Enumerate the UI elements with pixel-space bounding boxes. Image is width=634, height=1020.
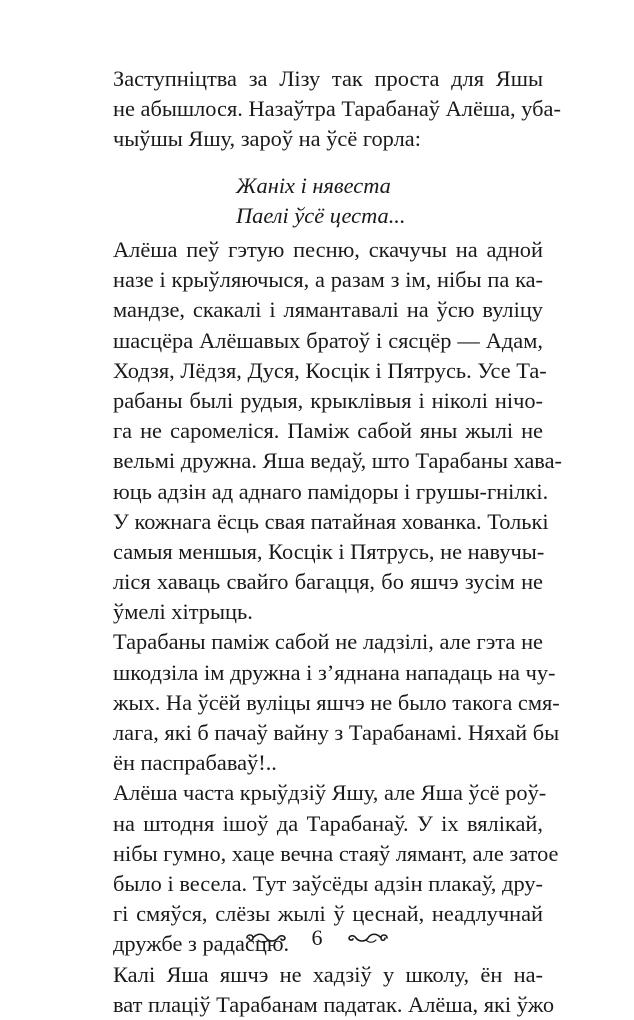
text-line: на штодня ішоў да Тарабанаў. У іх вялікай, [113, 810, 543, 836]
verse-line: Паелі ўсё цеста... [236, 203, 406, 228]
page-footer [0, 923, 634, 951]
text-line: ват плаціў Тарабанам падатак. Алёша, які ўжо [113, 991, 555, 1017]
text-line: Заступніцтва за Лізу так проста для Яшы [113, 66, 543, 91]
text-line: Калі Яша яшчэ не хадзіў у школу, ён на- [113, 961, 543, 987]
text-line: нібы гумно, хаце вечна стаяў лямант, але затое [113, 840, 559, 866]
text-line: У кожнага ёсць свая патайная хованка. Толькі [113, 508, 549, 534]
ornament-left-icon [244, 931, 288, 945]
text-line: ліся хаваць свайго багацця, бо яшчэ зусім не [113, 569, 543, 595]
ornament-right-icon [346, 931, 390, 945]
text-line: шкодзіла ім дружна і з’яднана нападаць на чу- [113, 659, 556, 685]
text-line: назе і крыўляючыся, а разам з ім, нібы па ка- [113, 267, 543, 293]
text-line: не абышлося. Назаўтра Тарабанаў Алёша, уба- [113, 96, 561, 122]
text-line: ён паспрабаваў!.. [113, 750, 277, 776]
text-line: вельмі дружна. Яша ведаў, што Тарабаны хава- [113, 448, 562, 474]
text-line: лага, які б пачаў вайну з Тарабанамі. Няхай бы [113, 720, 560, 745]
paragraph-intro [113, 64, 561, 155]
text-line: рабаны былі рудыя, крыклівыя і ніколі нічо- [113, 387, 543, 413]
text-line: га не саромеліся. Паміж сабой яны жылі не [113, 418, 543, 444]
text-line: юць адзін ад аднаго памідоры і грушы-гнілкі. [113, 478, 549, 504]
text-line: Алёша пеў гэтую песню, скачучы на адной [113, 237, 543, 262]
text-line: гі смяўся, слёзы жылі ў цеснай, неадлучнай [113, 901, 543, 927]
verse-line: Жаніх і нявеста [236, 173, 391, 198]
body-text [113, 235, 562, 1020]
text-line: Алёша часта крыўдзіў Яшу, але Яша ўсё роў- [113, 780, 547, 806]
text-line: чыўшы Яшу, зароў на ўсё горла: [113, 126, 421, 152]
text-line: мандзе, скакалі і лямантавалі на ўсю вуліцу [113, 297, 543, 323]
page-number: 6 [311, 924, 323, 950]
text-line: шасцёра Алёшавых братоў і сясцёр — Адам, [113, 327, 543, 353]
text-line: Тарабаны паміж сабой не ладзілі, але гэта не [113, 629, 543, 655]
text-line: ўмелі хітрыць. [113, 599, 253, 625]
text-line: Ходзя, Лёдзя, Дуся, Косцік і Пятрусь. Усе Та- [113, 357, 547, 383]
verse [236, 171, 406, 231]
text-line: самыя меншыя, Косцік і Пятрусь, не навучы- [113, 538, 545, 564]
text-line: было і весела. Тут заўсёды адзін плакаў, дру- [113, 870, 543, 896]
text-line: жых. На ўсёй вуліцы яшчэ не было такога смя- [113, 689, 560, 715]
text-line: дружбе з радасцю. [113, 931, 290, 957]
